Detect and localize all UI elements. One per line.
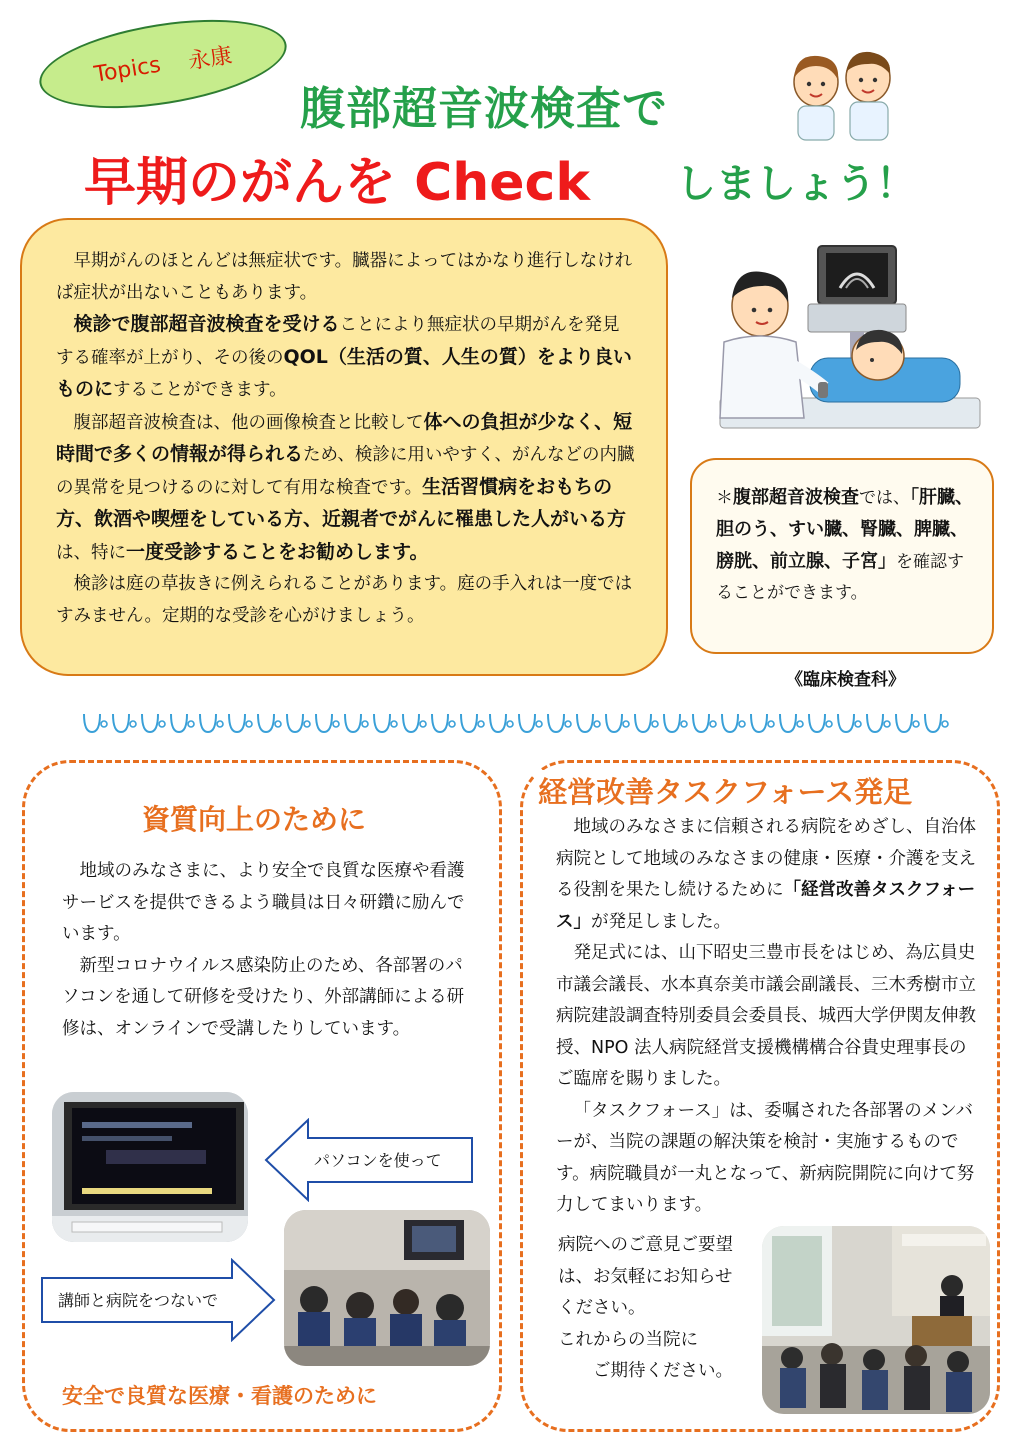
topics-section: 永康 xyxy=(186,42,234,75)
closing-line-4: これからの当院に xyxy=(558,1329,698,1350)
stethoscope-icon xyxy=(403,714,426,732)
quality-section-title: 資質向上のために xyxy=(142,803,367,836)
staff-illustration xyxy=(776,44,906,144)
main-paragraph-3: 腹部超音波検査は、他の画像検査と比較して体への負担が少なく、短時間で多くの情報が得られるため、検診に用いやすく、がんなどの内臓の異常を見つけるのに対して有用な検査です。生活習慣病をおもちの方、飲酒や喫煙をしている方、近親者でがんに罹患した人がいる方は、特に一度受診することをお勧めします。 xyxy=(56,410,635,563)
stethoscope-icons xyxy=(80,708,950,744)
stethoscope-icon xyxy=(200,714,223,732)
stethoscope-icon xyxy=(867,714,890,732)
stethoscope-icon xyxy=(113,714,136,732)
stethoscope-icon xyxy=(548,714,571,732)
closing-line-3: ください。 xyxy=(558,1298,646,1318)
stethoscope-icon xyxy=(722,714,745,732)
stethoscope-icon xyxy=(838,714,861,732)
stethoscope-icon xyxy=(84,714,107,732)
stethoscope-icon xyxy=(925,714,948,732)
taskforce-paragraph-3: 「タスクフォース」は、委嘱された各部署のメンバーが、当院の課題の解決策を検討・実施するものです。病院職員が一丸となって、新病院開院に向けて努力してまいります。 xyxy=(556,1100,975,1215)
quality-section-footer: 安全で良質な医療・看護のために xyxy=(62,1384,377,1408)
stethoscope-icon xyxy=(635,714,658,732)
arrow-lecturer-label xyxy=(40,1258,276,1342)
arrow-pc-text: パソコンを使って xyxy=(314,1151,442,1170)
stethoscope-icon xyxy=(780,714,803,732)
stethoscope-icon xyxy=(171,714,194,732)
stethoscope-icon xyxy=(751,714,774,732)
closing-line-1: 病院へのご意見ご要望 xyxy=(558,1235,733,1255)
stethoscope-icon xyxy=(258,714,281,732)
closing-line-2: は、お気軽にお知らせ xyxy=(558,1266,733,1287)
taskforce-paragraph-2: 発足式には、山下昭史三豊市長をはじめ、為広員史市議会議長、水本真奈美市議会副議長、三木秀樹市立病院建設調査特別委員会委員長、城西大学伊関友伸教授、NPO 法人病院経営支援機構構合谷貴史理事長のご臨席を賜りました。 xyxy=(556,943,976,1089)
stethoscope-icon xyxy=(519,714,542,732)
taskforce-closing xyxy=(558,1230,758,1388)
title-line1: 腹部超音波検査で xyxy=(300,82,669,135)
stethoscope-icon xyxy=(809,714,832,732)
ceremony-photo xyxy=(762,1226,990,1414)
main-paragraph-2: 検診で腹部超音波検査を受けることにより無症状の早期がんを発見する確率が上がり、その後のQOL（生活の質、人生の質）をより良いものにすることができます。 xyxy=(56,313,632,400)
quality-paragraph-1: 地域のみなさまに、より安全で良質な医療や看護サービスを提供できるよう職員は日々研鑽に励んでいます。 xyxy=(62,861,465,944)
note-box xyxy=(690,458,994,654)
taskforce-section-title: 経営改善タスクフォース発足 xyxy=(534,770,916,811)
stethoscope-icon xyxy=(606,714,629,732)
main-paragraph-1: 早期がんのほとんどは無症状です。臓器によってはかなり進行しなければ症状が出ないこともあります。 xyxy=(56,251,633,303)
taskforce-section-body xyxy=(556,812,976,1222)
stethoscope-icon xyxy=(461,714,484,732)
arrow-lecturer-text: 講師と病院をつないで xyxy=(58,1291,219,1310)
main-paragraph-4: 検診は庭の草抜きに例えられることがあります。庭の手入れは一度ではすみません。定期的な受診を心がけましょう。 xyxy=(56,574,633,626)
main-article-box xyxy=(20,218,668,676)
stethoscope-icon xyxy=(287,714,310,732)
department-label: 《臨床検査科》 xyxy=(786,670,905,690)
stethoscope-icon xyxy=(693,714,716,732)
topics-badge xyxy=(33,5,292,123)
title-line2-green: しましょう！ xyxy=(676,161,916,207)
stethoscope-icon xyxy=(229,714,252,732)
stethoscope-icon xyxy=(896,714,919,732)
ultrasound-exam-illustration xyxy=(700,238,990,448)
stethoscope-icon xyxy=(345,714,368,732)
quality-section-body xyxy=(62,856,472,1045)
stethoscope-icon xyxy=(432,714,455,732)
quality-paragraph-2: 新型コロナウイルス感染防止のため、各部署のパソコンを通して研修を受けたり、外部講師による研修は、オンラインで受講したりしています。 xyxy=(62,955,465,1039)
stethoscope-divider xyxy=(80,708,950,744)
stethoscope-icon xyxy=(142,714,165,732)
stethoscope-icon xyxy=(316,714,339,732)
stethoscope-icon xyxy=(490,714,513,732)
lecture-hall-photo xyxy=(284,1210,490,1366)
title-line2-red: 早期のがんを Check xyxy=(84,153,590,213)
stethoscope-icon xyxy=(664,714,687,732)
stethoscope-icon xyxy=(374,714,397,732)
note-text: ＊腹部超音波検査では、「肝臓、胆のう、すい臓、腎臓、脾臓、膀胱、前立腺、子宮」を確認することができます。 xyxy=(716,487,973,603)
taskforce-paragraph-1: 地域のみなさまに信頼される病院をめざし、自治体病院として地域のみなさまの健康・医療・介護を支える役割を果たし続けるために「経営改善タスクフォース」が発足しました。 xyxy=(556,817,976,932)
arrow-pc-label xyxy=(264,1118,474,1202)
topics-label: Topics xyxy=(92,52,163,88)
closing-line-5: ご期待ください。 xyxy=(593,1361,733,1381)
stethoscope-icon xyxy=(577,714,600,732)
training-pc-photo xyxy=(52,1092,248,1242)
